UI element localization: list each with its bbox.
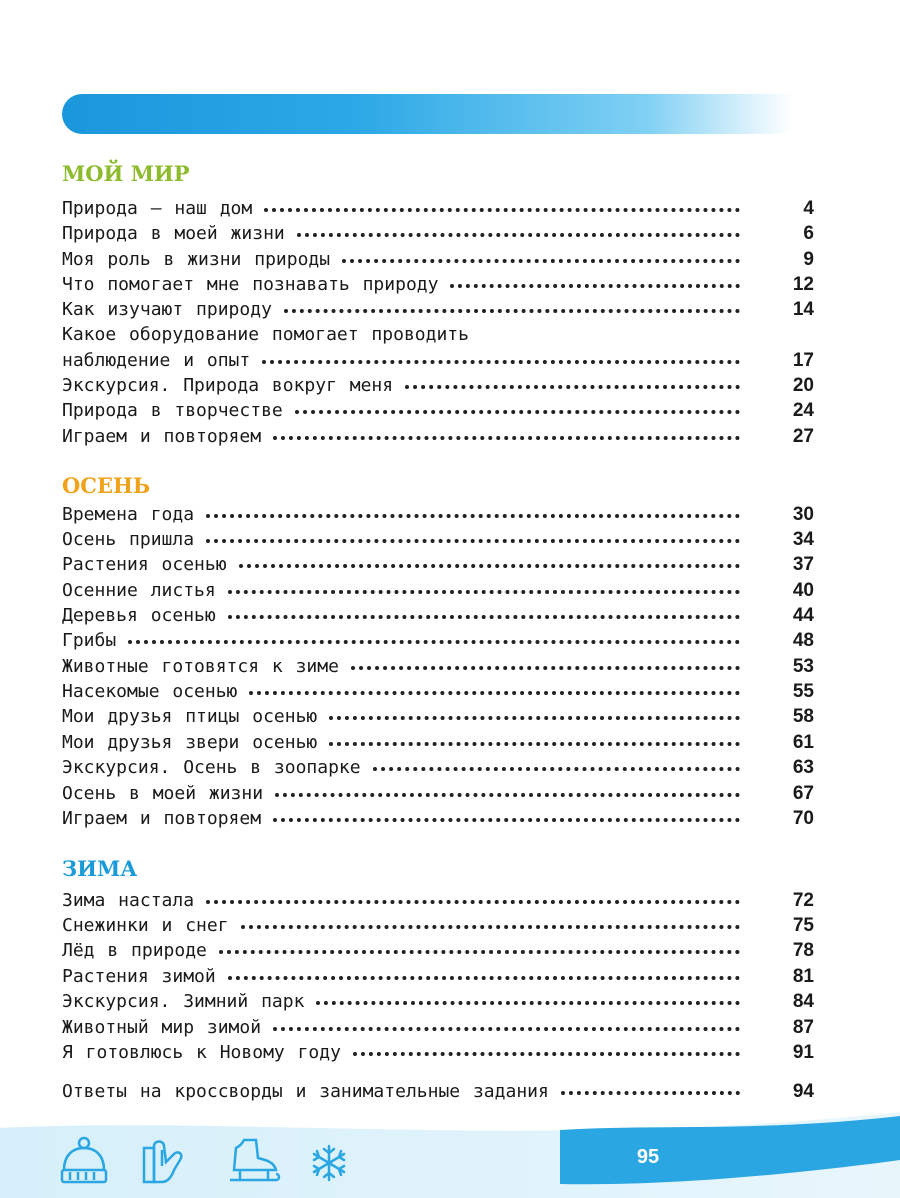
dot-leader <box>316 997 740 1005</box>
dot-leader <box>249 687 740 695</box>
toc-entry-page: 48 <box>792 630 814 651</box>
toc-entry[interactable] <box>62 580 814 606</box>
toc-entry-page: 61 <box>792 732 814 753</box>
dot-leader <box>206 896 740 904</box>
toc-entry-page: 87 <box>792 1017 814 1038</box>
dot-leader <box>373 763 740 771</box>
toc-entry[interactable] <box>62 529 814 555</box>
toc-entry[interactable] <box>62 299 814 325</box>
toc-entry-label: Осень в моей жизни <box>62 783 264 804</box>
toc-entry-label: наблюдение и опыт <box>62 350 251 371</box>
toc-entry-label: Растения осенью <box>62 554 227 575</box>
dot-leader <box>561 1087 740 1095</box>
page-title: СОДЕРЖАНИЕ <box>311 8 469 31</box>
dot-leader <box>342 255 740 263</box>
toc-entry[interactable] <box>62 400 814 426</box>
toc-entry-page: 34 <box>792 529 814 550</box>
toc-entry-label: Природа — наш дом <box>62 198 253 219</box>
toc-entry[interactable] <box>62 681 814 707</box>
toc-entry-label: Экскурсия. Осень в зоопарке <box>62 757 361 778</box>
toc-entry-page: 58 <box>792 706 814 727</box>
dot-leader <box>273 432 740 440</box>
toc-entry-page: 12 <box>792 274 814 295</box>
toc-entry-label: Природа в творчестве <box>62 400 283 421</box>
dot-leader <box>273 1023 740 1031</box>
toc-entry-page: 27 <box>792 426 814 447</box>
toc-entry-page: 55 <box>792 681 814 702</box>
dot-leader <box>241 921 740 929</box>
toc-entry-label: Зима настала <box>62 890 195 911</box>
toc-entry-label: Я готовлюсь к Новому году <box>62 1042 341 1063</box>
snowflake-icon <box>310 1144 348 1182</box>
toc-entry-label: Мои друзья звери осенью <box>62 732 318 753</box>
dot-leader <box>351 662 740 670</box>
toc-entry-page: 67 <box>792 783 814 804</box>
toc-entry-page: 24 <box>792 400 814 421</box>
toc-entry-page: 63 <box>792 757 814 778</box>
toc-entry[interactable] <box>62 274 814 300</box>
toc-entry[interactable] <box>62 375 814 401</box>
toc-entry-page: 78 <box>792 940 814 961</box>
dot-leader <box>273 814 740 822</box>
section-title-autumn: ОСЕНЬ <box>62 473 151 498</box>
ice-skate-icon <box>226 1136 282 1186</box>
toc-entry[interactable] <box>62 350 814 376</box>
toc-entry-page: 14 <box>792 299 814 320</box>
dot-leader <box>219 946 740 954</box>
toc-entry[interactable] <box>62 223 814 249</box>
dot-leader <box>353 1048 740 1056</box>
toc-entry[interactable] <box>62 808 814 834</box>
toc-entry-label: Снежинки и снег <box>62 915 229 936</box>
dot-leader <box>262 356 740 364</box>
mitten-icon <box>140 1136 196 1186</box>
toc-entry-label: Природа в моей жизни <box>62 223 285 244</box>
page-number: 95 <box>636 1146 660 1168</box>
knit-hat-icon <box>58 1136 110 1186</box>
toc-entry-page: 4 <box>803 198 814 219</box>
toc-entry-label: Времена года <box>62 504 195 525</box>
toc-entry-page: 53 <box>792 656 814 677</box>
dot-leader <box>405 381 740 389</box>
toc-entry-page: 40 <box>792 580 814 601</box>
toc-entry-label: Мои друзья птицы осенью <box>62 706 318 727</box>
toc-entry[interactable] <box>62 732 814 758</box>
toc-entry[interactable] <box>62 249 814 275</box>
toc-entry-page: 94 <box>792 1081 814 1102</box>
dot-leader <box>329 712 740 720</box>
toc-entry-label: Деревья осенью <box>62 605 216 626</box>
footer-wave <box>0 1110 900 1198</box>
dot-leader <box>297 229 740 237</box>
toc-entry-label-line1[interactable]: Какое оборудование помогает проводить <box>62 324 469 345</box>
toc-entry-page: 37 <box>792 554 814 575</box>
toc-entry[interactable] <box>62 554 814 580</box>
toc-entry-label: Насекомые осенью <box>62 681 238 702</box>
toc-entry[interactable] <box>62 504 814 530</box>
toc-entry-label: Как изучают природу <box>62 299 272 320</box>
toc-entry[interactable] <box>62 966 814 992</box>
toc-entry-label: Ответы на кроссворды и занимательные задания <box>62 1081 549 1102</box>
toc-entry-label: Играем и повторяем <box>62 426 262 447</box>
toc-entry[interactable] <box>62 890 814 916</box>
toc-entry-page: 91 <box>792 1042 814 1063</box>
toc-entry[interactable] <box>62 198 814 224</box>
dot-leader <box>206 510 740 518</box>
dot-leader <box>329 738 740 746</box>
toc-entry-page: 9 <box>803 249 814 270</box>
dot-leader <box>206 535 740 543</box>
toc-entry-page: 44 <box>792 605 814 626</box>
toc-entry-page: 6 <box>803 223 814 244</box>
toc-entry-page: 20 <box>792 375 814 396</box>
toc-entry-page: 75 <box>792 915 814 936</box>
toc-entry[interactable] <box>62 706 814 732</box>
toc-entry-page: 72 <box>792 890 814 911</box>
dot-leader <box>128 636 740 644</box>
toc-entry-label: Что помогает мне познавать природу <box>62 274 439 295</box>
toc-entry-label: Моя роль в жизни природы <box>62 249 331 270</box>
toc-entry-page: 17 <box>792 350 814 371</box>
dot-leader <box>450 280 740 288</box>
toc-entry[interactable] <box>62 991 814 1017</box>
toc-entry[interactable] <box>62 1042 814 1068</box>
toc-entry-answers[interactable] <box>62 1081 814 1107</box>
section-title-my-world: МОЙ МИР <box>62 161 190 186</box>
toc-entry-page: 81 <box>792 966 814 987</box>
toc-entry[interactable] <box>62 630 814 656</box>
dot-leader <box>228 611 740 619</box>
section-title-winter: ЗИМА <box>62 856 138 881</box>
dot-leader <box>295 406 740 414</box>
toc-entry[interactable] <box>62 940 814 966</box>
toc-entry-page: 70 <box>792 808 814 829</box>
header-banner <box>62 94 792 134</box>
toc-entry-label: Играем и повторяем <box>62 808 262 829</box>
toc-entry[interactable] <box>62 656 814 682</box>
toc-entry[interactable] <box>62 426 814 452</box>
dot-leader <box>284 305 740 313</box>
toc-entry-label: Лёд в природе <box>62 940 207 961</box>
toc-entry-page: 30 <box>792 504 814 525</box>
toc-entry-label: Осенние листья <box>62 580 216 601</box>
toc-entry-label: Животный мир зимой <box>62 1017 262 1038</box>
toc-entry-label: Растения зимой <box>62 966 216 987</box>
dot-leader <box>239 560 740 568</box>
toc-entry[interactable] <box>62 757 814 783</box>
toc-entry-page: 84 <box>792 991 814 1012</box>
dot-leader <box>264 204 740 212</box>
toc-entry[interactable] <box>62 915 814 941</box>
toc-entry-label: Осень пришла <box>62 529 195 550</box>
dot-leader <box>228 586 740 594</box>
toc-entry-label: Экскурсия. Природа вокруг меня <box>62 375 394 396</box>
dot-leader <box>275 789 740 797</box>
toc-entry-label: Грибы <box>62 630 117 651</box>
dot-leader <box>228 972 740 980</box>
toc-entry[interactable] <box>62 1017 814 1043</box>
toc-entry[interactable] <box>62 783 814 809</box>
toc-entry[interactable] <box>62 605 814 631</box>
toc-entry-label: Экскурсия. Зимний парк <box>62 991 305 1012</box>
toc-entry-label: Животные готовятся к зиме <box>62 656 339 677</box>
